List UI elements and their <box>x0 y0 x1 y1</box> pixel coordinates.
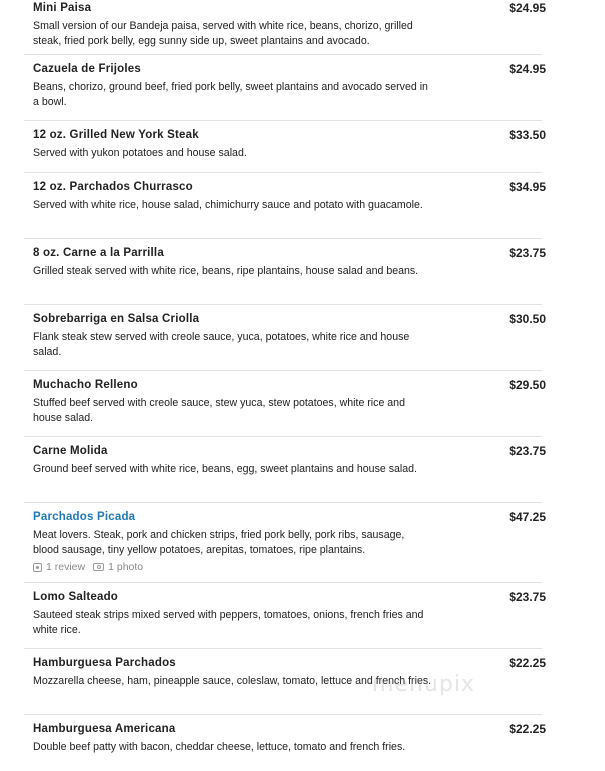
item-description: Beans, chorizo, ground beef, fried pork belly, sweet plantains and avocado served in a bowl. <box>33 81 428 108</box>
menu-item-lomo-salteado <box>24 583 546 649</box>
menu-item-parchados-picada <box>24 503 546 583</box>
item-price: $30.50 <box>509 312 546 326</box>
menu-item-sobrebarriga <box>24 305 546 371</box>
menu-item-parchados-churrasco <box>24 173 546 239</box>
item-name: Sobrebarriga en Salsa Criolla <box>33 313 200 325</box>
item-name: Hamburguesa Americana <box>33 723 176 735</box>
item-price: $22.25 <box>509 656 546 670</box>
photos-link[interactable] <box>93 561 143 573</box>
item-description: Served with white rice, house salad, chimichurry sauce and potato with guacamole. <box>33 199 423 211</box>
watermark-logo: menupix <box>372 672 475 697</box>
item-description: Meat lovers. Steak, pork and chicken strips, fried pork belly, pork ribs, sausage, blood sausage, tiny yellow potatoes, arepitas, tomatoes, ripe plantains. <box>33 529 405 556</box>
menu-item-mini-paisa <box>24 0 546 55</box>
menu-item-grilled-ny-steak <box>24 121 546 173</box>
item-name: Mini Paisa <box>33 2 92 14</box>
item-description: Small version of our Bandeja paisa, served with white rice, beans, chorizo, grilled steak, fried pork belly, egg sunny side up, sweet plantains and avocado. <box>33 20 413 47</box>
item-name: Lomo Salteado <box>33 591 119 603</box>
menu-item-cazuela-de-frijoles <box>24 55 546 121</box>
item-name-link[interactable]: Parchados Picada <box>33 511 136 523</box>
item-price: $23.75 <box>509 444 546 458</box>
item-description: Sauteed steak strips mixed served with peppers, tomatoes, onions, french fries and white rice. <box>33 609 424 636</box>
reviews-count: 1 review <box>46 561 86 573</box>
menu-item-muchacho-relleno <box>24 371 546 437</box>
item-price: $22.25 <box>509 722 546 736</box>
item-name: Muchacho Relleno <box>33 379 138 391</box>
item-description: Ground beef served with white rice, beans, egg, sweet plantains and house salad. <box>33 463 417 475</box>
item-name: Carne Molida <box>33 445 108 457</box>
reviews-link[interactable] <box>33 561 85 573</box>
photos-count: 1 photo <box>108 561 144 573</box>
item-description: Flank steak stew served with creole sauce, yuca, potatoes, white rice and house salad. <box>33 331 410 358</box>
menu-item-carne-a-la-parrilla <box>24 239 546 305</box>
item-meta <box>33 561 542 573</box>
menu-item-carne-molida <box>24 437 546 503</box>
item-description: Double beef patty with bacon, cheddar cheese, lettuce, tomato and french fries. <box>33 741 406 753</box>
item-price: $34.95 <box>509 180 546 194</box>
item-price: $24.95 <box>509 1 546 15</box>
item-price: $47.25 <box>509 510 546 524</box>
item-description: Mozzarella cheese, ham, pineapple sauce, coleslaw, tomato, lettuce and french fries. <box>33 675 432 687</box>
menu-item-hamburguesa-americana <box>24 715 546 771</box>
item-description: Grilled steak served with white rice, beans, ripe plantains, house salad and beans. <box>33 265 419 277</box>
item-description: Stuffed beef served with creole sauce, stew yuca, stew potatoes, white rice and house salad. <box>33 397 405 424</box>
item-description: Served with yukon potatoes and house salad. <box>33 147 247 159</box>
item-price: $23.75 <box>509 590 546 604</box>
item-name: 12 oz. Parchados Churrasco <box>33 181 193 193</box>
item-name: Cazuela de Frijoles <box>33 63 141 75</box>
item-price: $24.95 <box>509 62 546 76</box>
item-price: $33.50 <box>509 128 546 142</box>
review-icon <box>33 563 42 572</box>
camera-icon <box>93 563 104 571</box>
item-name: 12 oz. Grilled New York Steak <box>33 129 199 141</box>
item-price: $29.50 <box>509 378 546 392</box>
item-price: $23.75 <box>509 246 546 260</box>
menu-item-hamburguesa-parchados <box>24 649 546 715</box>
item-name: Hamburguesa Parchados <box>33 657 176 669</box>
item-name: 8 oz. Carne a la Parrilla <box>33 247 164 259</box>
